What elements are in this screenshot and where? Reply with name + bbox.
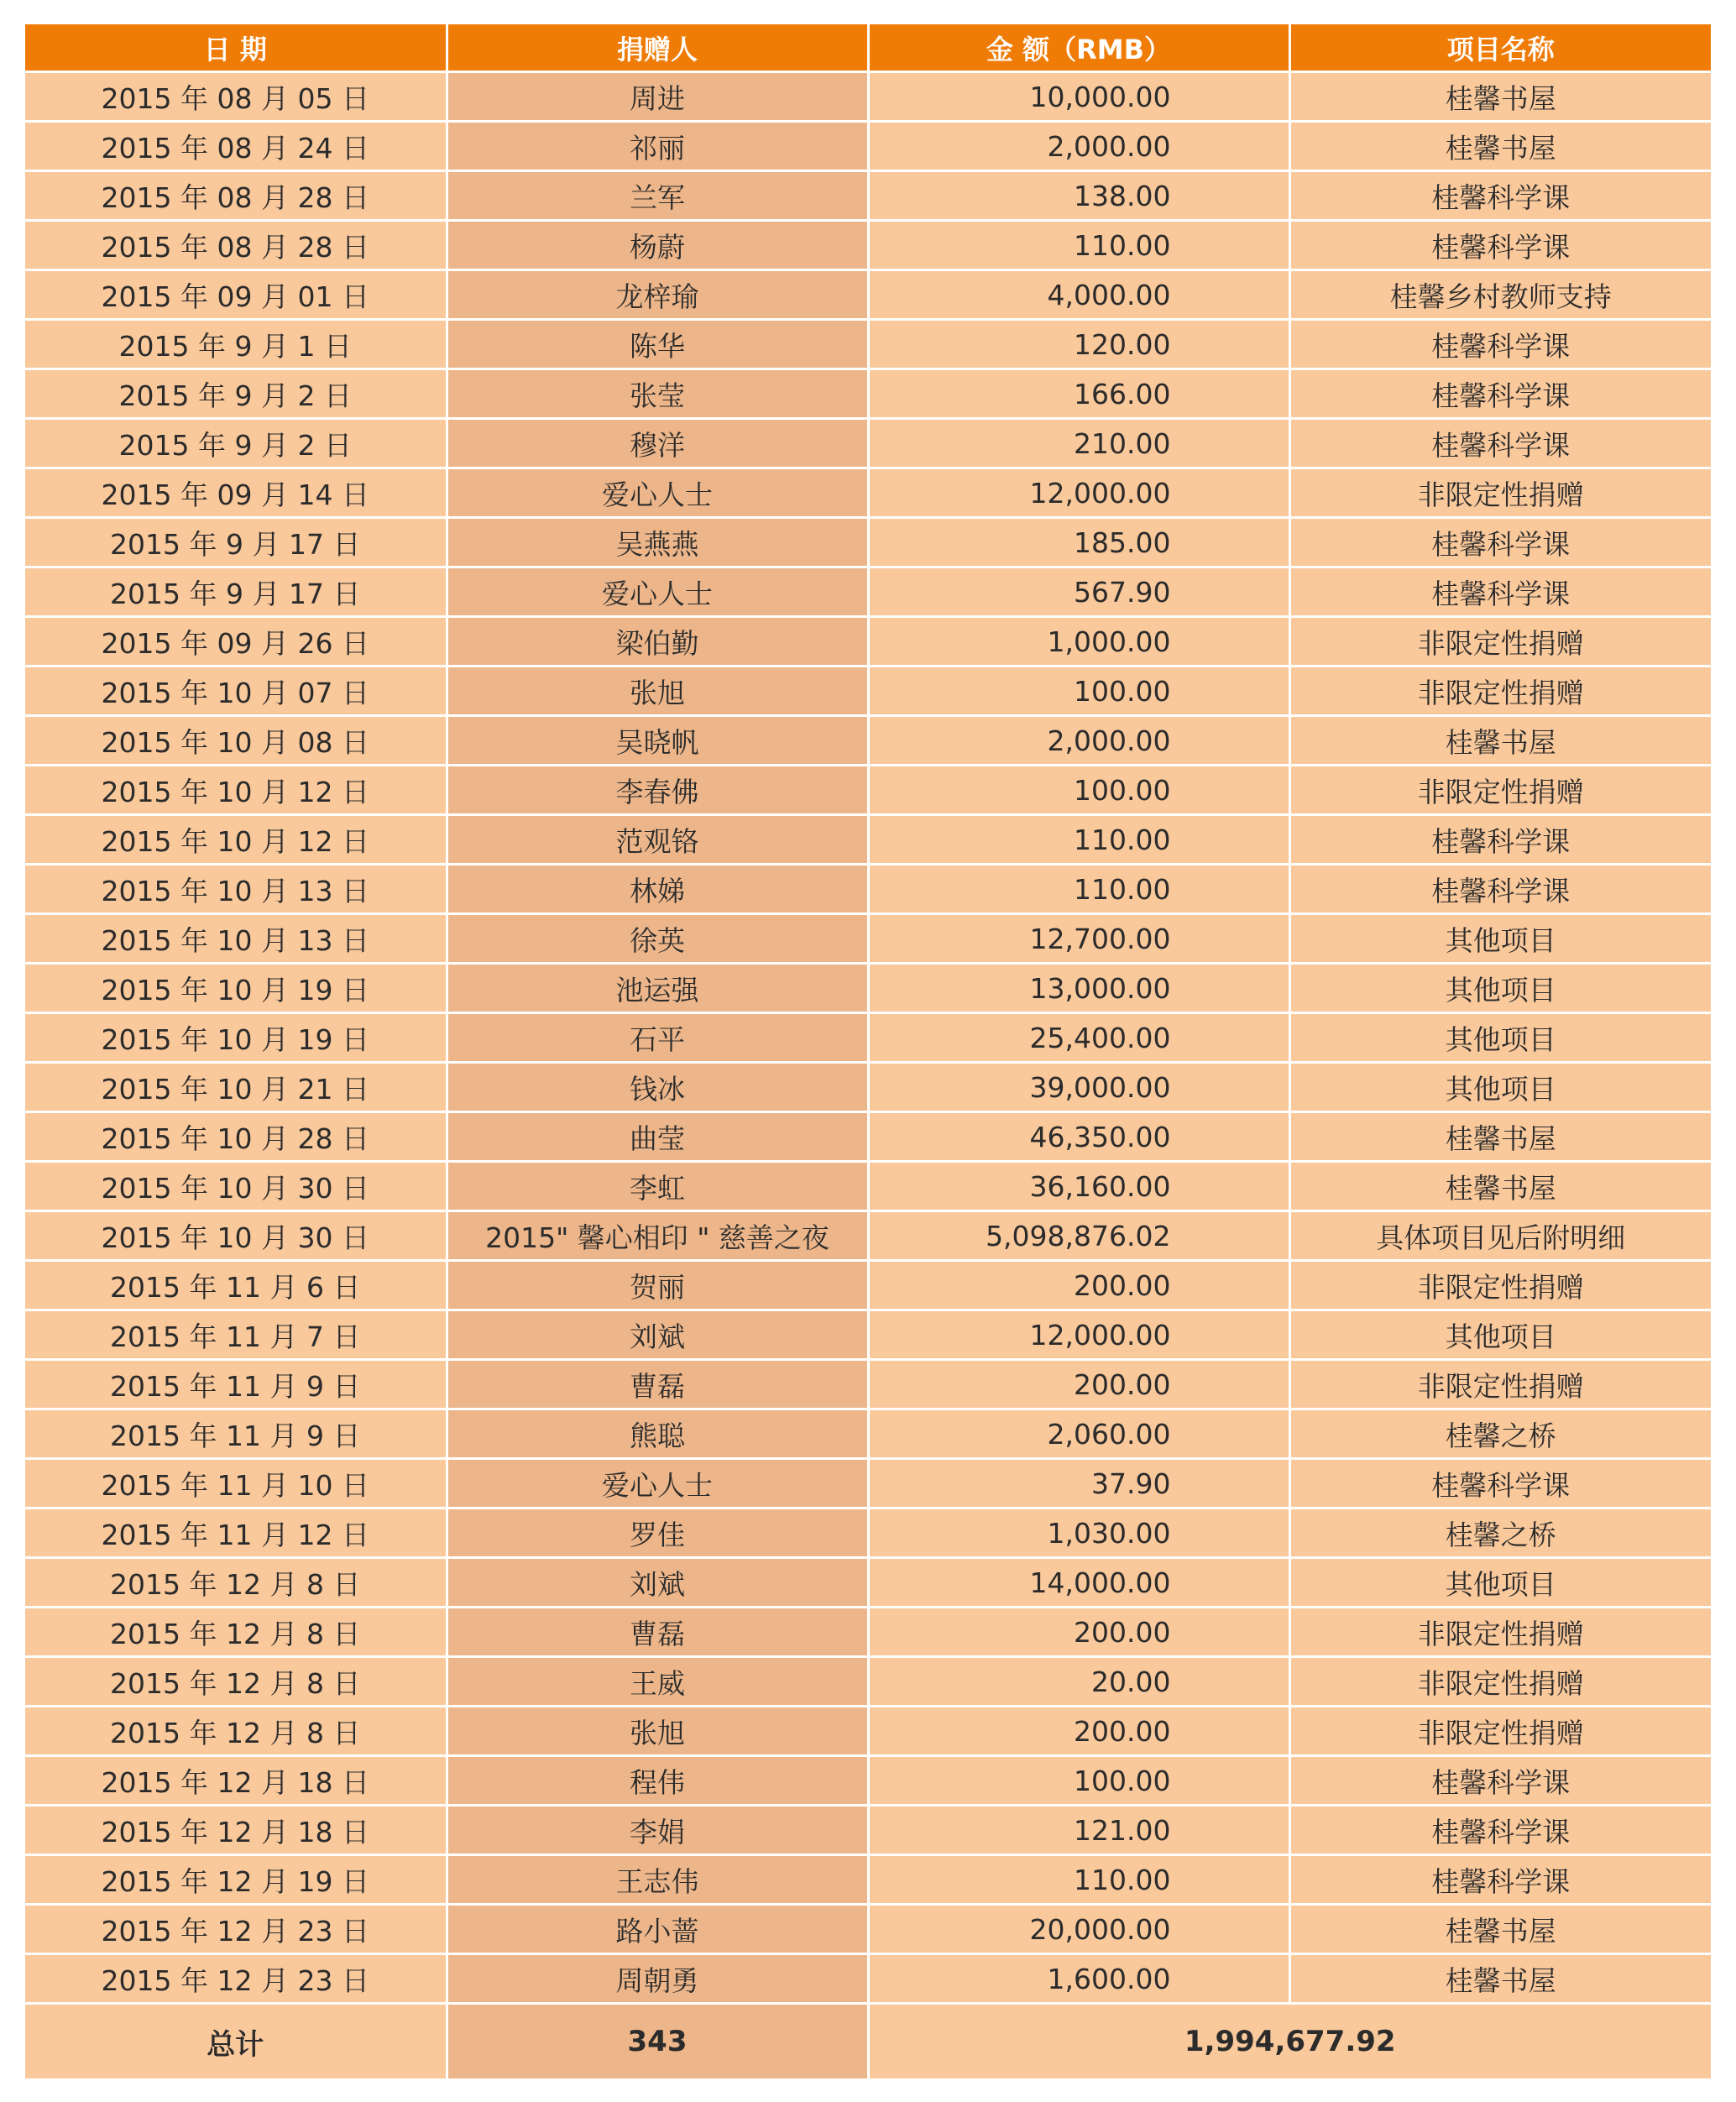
cell-project: 其他项目 [1289, 1063, 1711, 1112]
table-row [25, 567, 1711, 617]
cell-date: 2015 年 08 月 28 日 [25, 221, 447, 270]
cell-donor: 陈华 [447, 320, 868, 369]
table-row [25, 914, 1711, 964]
cell-donor: 张旭 [447, 1707, 868, 1756]
cell-amount: 13,000.00 [868, 964, 1289, 1013]
cell-amount: 2,000.00 [868, 122, 1289, 171]
header-date: 日 期 [25, 24, 447, 72]
cell-project: 桂馨乡村教师支持 [1289, 270, 1711, 320]
cell-donor: 曲莹 [447, 1112, 868, 1162]
table-header-row [25, 24, 1711, 72]
cell-date: 2015 年 08 月 24 日 [25, 122, 447, 171]
cell-date: 2015 年 11 月 12 日 [25, 1509, 447, 1558]
cell-donor: 吴燕燕 [447, 518, 868, 567]
cell-date: 2015 年 12 月 23 日 [25, 1954, 447, 2004]
cell-date: 2015 年 12 月 18 日 [25, 1806, 447, 1855]
cell-date: 2015 年 10 月 07 日 [25, 667, 447, 716]
cell-date: 2015 年 09 月 26 日 [25, 617, 447, 667]
cell-amount: 12,700.00 [868, 914, 1289, 964]
table-row [25, 617, 1711, 667]
table-row [25, 964, 1711, 1013]
cell-amount: 1,600.00 [868, 1954, 1289, 2004]
cell-project: 非限定性捐赠 [1289, 1608, 1711, 1657]
cell-date: 2015 年 10 月 12 日 [25, 815, 447, 865]
cell-donor: 曹磊 [447, 1360, 868, 1409]
cell-date: 2015 年 09 月 01 日 [25, 270, 447, 320]
cell-date: 2015 年 08 月 05 日 [25, 72, 447, 122]
cell-date: 2015 年 11 月 10 日 [25, 1459, 447, 1509]
cell-donor: 贺丽 [447, 1261, 868, 1310]
cell-project: 桂馨科学课 [1289, 1756, 1711, 1806]
cell-project: 桂馨书屋 [1289, 1112, 1711, 1162]
cell-date: 2015 年 10 月 13 日 [25, 914, 447, 964]
table-row [25, 1707, 1711, 1756]
cell-donor: 罗佳 [447, 1509, 868, 1558]
cell-donor: 梁伯勤 [447, 617, 868, 667]
table-row [25, 221, 1711, 270]
table-row [25, 1211, 1711, 1261]
cell-project: 桂馨科学课 [1289, 815, 1711, 865]
cell-amount: 200.00 [868, 1360, 1289, 1409]
table-row [25, 1409, 1711, 1459]
cell-amount: 210.00 [868, 419, 1289, 468]
cell-project: 其他项目 [1289, 1558, 1711, 1608]
donation-table [25, 24, 1711, 2078]
cell-project: 桂馨科学课 [1289, 221, 1711, 270]
cell-date: 2015 年 11 月 9 日 [25, 1409, 447, 1459]
table-row [25, 1806, 1711, 1855]
cell-date: 2015 年 10 月 13 日 [25, 865, 447, 914]
cell-donor: 刘斌 [447, 1310, 868, 1360]
cell-date: 2015 年 9 月 17 日 [25, 567, 447, 617]
cell-date: 2015 年 12 月 18 日 [25, 1756, 447, 1806]
cell-amount: 20.00 [868, 1657, 1289, 1707]
cell-amount: 10,000.00 [868, 72, 1289, 122]
cell-date: 2015 年 10 月 30 日 [25, 1211, 447, 1261]
cell-donor: 李春佛 [447, 766, 868, 815]
cell-donor: 吴晓帆 [447, 716, 868, 766]
cell-amount: 567.90 [868, 567, 1289, 617]
cell-donor: 爱心人士 [447, 468, 868, 518]
cell-amount: 1,030.00 [868, 1509, 1289, 1558]
cell-project: 桂馨科学课 [1289, 1855, 1711, 1905]
cell-donor: 范观铬 [447, 815, 868, 865]
cell-amount: 138.00 [868, 171, 1289, 221]
table-row [25, 1310, 1711, 1360]
header-donor: 捐赠人 [447, 24, 868, 72]
cell-donor: 曹磊 [447, 1608, 868, 1657]
cell-amount: 12,000.00 [868, 1310, 1289, 1360]
cell-amount: 14,000.00 [868, 1558, 1289, 1608]
table-row [25, 518, 1711, 567]
cell-donor: 周进 [447, 72, 868, 122]
cell-donor: 兰军 [447, 171, 868, 221]
cell-amount: 100.00 [868, 1756, 1289, 1806]
cell-project: 桂馨科学课 [1289, 171, 1711, 221]
cell-amount: 39,000.00 [868, 1063, 1289, 1112]
cell-amount: 121.00 [868, 1806, 1289, 1855]
cell-project: 桂馨之桥 [1289, 1409, 1711, 1459]
cell-amount: 110.00 [868, 221, 1289, 270]
table-row [25, 419, 1711, 468]
cell-project: 其他项目 [1289, 1310, 1711, 1360]
cell-donor: 祁丽 [447, 122, 868, 171]
cell-amount: 20,000.00 [868, 1905, 1289, 1954]
cell-date: 2015 年 08 月 28 日 [25, 171, 447, 221]
cell-date: 2015 年 12 月 8 日 [25, 1657, 447, 1707]
total-label: 总计 [25, 2004, 447, 2079]
cell-donor: 程伟 [447, 1756, 868, 1806]
cell-date: 2015 年 10 月 19 日 [25, 1013, 447, 1063]
cell-amount: 36,160.00 [868, 1162, 1289, 1211]
cell-amount: 37.90 [868, 1459, 1289, 1509]
table-row [25, 1112, 1711, 1162]
cell-date: 2015 年 10 月 19 日 [25, 964, 447, 1013]
cell-donor: 张莹 [447, 369, 868, 419]
cell-date: 2015 年 12 月 8 日 [25, 1558, 447, 1608]
cell-date: 2015 年 10 月 28 日 [25, 1112, 447, 1162]
cell-project: 桂馨科学课 [1289, 865, 1711, 914]
cell-donor: 王威 [447, 1657, 868, 1707]
table-row [25, 1459, 1711, 1509]
table-row [25, 320, 1711, 369]
cell-donor: 2015" 馨心相印 " 慈善之夜 [447, 1211, 868, 1261]
cell-amount: 200.00 [868, 1608, 1289, 1657]
cell-date: 2015 年 10 月 08 日 [25, 716, 447, 766]
cell-donor: 李虹 [447, 1162, 868, 1211]
cell-project: 桂馨书屋 [1289, 72, 1711, 122]
cell-amount: 100.00 [868, 766, 1289, 815]
cell-donor: 爱心人士 [447, 567, 868, 617]
cell-amount: 100.00 [868, 667, 1289, 716]
cell-date: 2015 年 12 月 23 日 [25, 1905, 447, 1954]
cell-project: 桂馨书屋 [1289, 716, 1711, 766]
cell-amount: 25,400.00 [868, 1013, 1289, 1063]
cell-project: 非限定性捐赠 [1289, 468, 1711, 518]
cell-project: 桂馨书屋 [1289, 1162, 1711, 1211]
cell-project: 非限定性捐赠 [1289, 1707, 1711, 1756]
cell-project: 非限定性捐赠 [1289, 1261, 1711, 1310]
table-row [25, 1608, 1711, 1657]
table-row [25, 667, 1711, 716]
cell-date: 2015 年 10 月 12 日 [25, 766, 447, 815]
cell-donor: 熊聪 [447, 1409, 868, 1459]
cell-donor: 石平 [447, 1013, 868, 1063]
table-row [25, 171, 1711, 221]
cell-project: 非限定性捐赠 [1289, 1657, 1711, 1707]
table-row [25, 1261, 1711, 1310]
header-amount: 金 额（RMB） [868, 24, 1289, 72]
table-row [25, 72, 1711, 122]
cell-amount: 120.00 [868, 320, 1289, 369]
cell-project: 桂馨科学课 [1289, 567, 1711, 617]
donation-table-container [25, 24, 1711, 2078]
table-row [25, 766, 1711, 815]
cell-date: 2015 年 10 月 30 日 [25, 1162, 447, 1211]
table-row [25, 1855, 1711, 1905]
cell-project: 非限定性捐赠 [1289, 766, 1711, 815]
cell-donor: 爱心人士 [447, 1459, 868, 1509]
cell-project: 桂馨书屋 [1289, 1905, 1711, 1954]
table-row [25, 1013, 1711, 1063]
cell-amount: 110.00 [868, 815, 1289, 865]
cell-donor: 林娣 [447, 865, 868, 914]
cell-amount: 46,350.00 [868, 1112, 1289, 1162]
cell-date: 2015 年 11 月 9 日 [25, 1360, 447, 1409]
cell-project: 桂馨科学课 [1289, 518, 1711, 567]
cell-project: 桂馨书屋 [1289, 1954, 1711, 2004]
cell-project: 桂馨书屋 [1289, 122, 1711, 171]
header-project: 项目名称 [1289, 24, 1711, 72]
cell-project: 桂馨科学课 [1289, 419, 1711, 468]
table-row [25, 815, 1711, 865]
cell-date: 2015 年 09 月 14 日 [25, 468, 447, 518]
table-row [25, 1905, 1711, 1954]
table-row [25, 122, 1711, 171]
cell-amount: 200.00 [868, 1707, 1289, 1756]
cell-date: 2015 年 9 月 17 日 [25, 518, 447, 567]
cell-amount: 12,000.00 [868, 468, 1289, 518]
table-row [25, 1360, 1711, 1409]
cell-date: 2015 年 9 月 1 日 [25, 320, 447, 369]
cell-amount: 200.00 [868, 1261, 1289, 1310]
cell-date: 2015 年 12 月 19 日 [25, 1855, 447, 1905]
cell-donor: 张旭 [447, 667, 868, 716]
cell-amount: 110.00 [868, 865, 1289, 914]
table-row [25, 716, 1711, 766]
cell-date: 2015 年 9 月 2 日 [25, 419, 447, 468]
total-amount: 1,994,677.92 [868, 2004, 1711, 2079]
cell-donor: 杨蔚 [447, 221, 868, 270]
table-total-row [25, 2004, 1711, 2079]
table-row [25, 468, 1711, 518]
cell-project: 其他项目 [1289, 1013, 1711, 1063]
cell-donor: 穆洋 [447, 419, 868, 468]
cell-project: 其他项目 [1289, 964, 1711, 1013]
cell-donor: 钱冰 [447, 1063, 868, 1112]
cell-donor: 路小蔷 [447, 1905, 868, 1954]
cell-amount: 1,000.00 [868, 617, 1289, 667]
table-row [25, 369, 1711, 419]
table-row [25, 1509, 1711, 1558]
cell-project: 其他项目 [1289, 914, 1711, 964]
cell-date: 2015 年 12 月 8 日 [25, 1707, 447, 1756]
cell-date: 2015 年 9 月 2 日 [25, 369, 447, 419]
cell-project: 非限定性捐赠 [1289, 1360, 1711, 1409]
cell-date: 2015 年 12 月 8 日 [25, 1608, 447, 1657]
cell-amount: 2,000.00 [868, 716, 1289, 766]
cell-project: 非限定性捐赠 [1289, 667, 1711, 716]
table-row [25, 1756, 1711, 1806]
total-donor-count: 343 [447, 2004, 868, 2079]
cell-donor: 李娟 [447, 1806, 868, 1855]
cell-project: 具体项目见后附明细 [1289, 1211, 1711, 1261]
table-row [25, 1954, 1711, 2004]
table-body [25, 72, 1711, 2004]
cell-project: 桂馨科学课 [1289, 1459, 1711, 1509]
cell-donor: 龙梓瑜 [447, 270, 868, 320]
cell-project: 桂馨之桥 [1289, 1509, 1711, 1558]
cell-project: 桂馨科学课 [1289, 369, 1711, 419]
cell-date: 2015 年 11 月 7 日 [25, 1310, 447, 1360]
cell-project: 桂馨科学课 [1289, 1806, 1711, 1855]
cell-amount: 185.00 [868, 518, 1289, 567]
cell-amount: 5,098,876.02 [868, 1211, 1289, 1261]
cell-donor: 周朝勇 [447, 1954, 868, 2004]
table-row [25, 1162, 1711, 1211]
cell-date: 2015 年 10 月 21 日 [25, 1063, 447, 1112]
cell-amount: 110.00 [868, 1855, 1289, 1905]
cell-date: 2015 年 11 月 6 日 [25, 1261, 447, 1310]
cell-amount: 2,060.00 [868, 1409, 1289, 1459]
table-row [25, 270, 1711, 320]
cell-project: 桂馨科学课 [1289, 320, 1711, 369]
table-row [25, 1657, 1711, 1707]
cell-donor: 刘斌 [447, 1558, 868, 1608]
cell-donor: 池运强 [447, 964, 868, 1013]
cell-donor: 王志伟 [447, 1855, 868, 1905]
table-row [25, 865, 1711, 914]
cell-amount: 166.00 [868, 369, 1289, 419]
cell-amount: 4,000.00 [868, 270, 1289, 320]
cell-project: 非限定性捐赠 [1289, 617, 1711, 667]
table-row [25, 1063, 1711, 1112]
table-row [25, 1558, 1711, 1608]
cell-donor: 徐英 [447, 914, 868, 964]
